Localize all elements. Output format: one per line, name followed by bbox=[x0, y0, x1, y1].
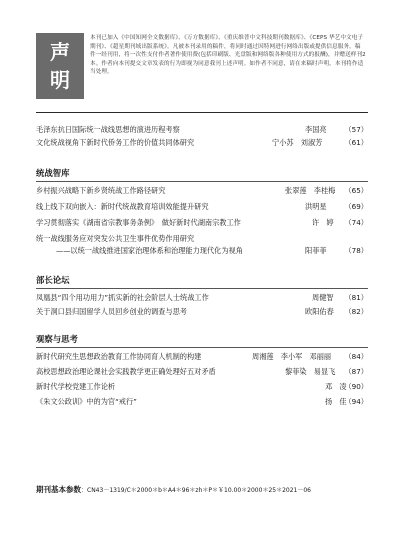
toc-row bbox=[36, 185, 368, 196]
article-title: 毛泽东抗日国际统一战线思想的演进历程考察 bbox=[36, 125, 180, 134]
article-title: 学习贯彻落实《湖南省宗教事务条例》 做好新时代湖南宗教工作 bbox=[36, 218, 241, 227]
article-page: （81） bbox=[344, 293, 368, 302]
article-title: 统一战线服务应对突发公共卫生事件优势作用研究 bbox=[36, 234, 195, 243]
toc-row bbox=[36, 292, 368, 303]
article-page: （69） bbox=[344, 202, 368, 211]
article-page: （61） bbox=[344, 138, 368, 147]
article-author: 周健智 bbox=[312, 293, 334, 302]
divider bbox=[36, 112, 368, 113]
article-page: （82） bbox=[344, 307, 368, 316]
article-title: 新时代研究生思想政治教育工作协同育人机制的构建 bbox=[36, 352, 202, 361]
notice-title-box bbox=[36, 33, 84, 99]
article-author: 张翠莲 李桂梅 bbox=[285, 186, 336, 195]
journal-parameters-label: 期刊基本参数 bbox=[36, 485, 81, 494]
article-title: 关于洞口县归国留学人员回乡创业的调查与思考 bbox=[36, 307, 187, 316]
toc-row bbox=[36, 201, 368, 212]
section-heading: 部长论坛 bbox=[36, 275, 70, 285]
article-title: 文化统战视角下新时代侨务工作的价值共同体研究 bbox=[36, 138, 195, 147]
article-page: （57） bbox=[344, 125, 368, 134]
toc-row bbox=[36, 233, 368, 244]
toc-row bbox=[36, 381, 368, 392]
toc-row bbox=[36, 396, 368, 407]
section-heading: 统战智库 bbox=[36, 168, 70, 178]
article-page: （84） bbox=[344, 352, 368, 361]
article-title: 高校思想政治理论课社会实践教学更正确处理好五对矛盾 bbox=[36, 367, 216, 376]
article-title: 新时代学校党建工作论析 bbox=[36, 382, 116, 391]
article-subtitle: ——以统一战线推进国家治理体系和治理能力现代化为视角 bbox=[56, 246, 243, 255]
toc-row bbox=[36, 245, 368, 256]
toc-row bbox=[36, 351, 368, 362]
article-page: （87） bbox=[344, 367, 368, 376]
notice-title-char: 明 bbox=[50, 68, 70, 92]
journal-parameters bbox=[36, 485, 311, 496]
article-page: （78） bbox=[344, 246, 368, 255]
article-author: 许 婷 bbox=[312, 218, 334, 227]
article-author: 周湘莲 李小军 邓丽丽 bbox=[252, 352, 332, 361]
article-page: （94） bbox=[344, 397, 368, 406]
divider bbox=[36, 181, 368, 182]
article-page: （90） bbox=[344, 382, 368, 391]
divider bbox=[36, 347, 368, 348]
article-author: 李国亮 bbox=[305, 125, 327, 134]
article-author: 宁小苏 刘淑芳 bbox=[272, 138, 323, 147]
article-author: 阳菲菲 bbox=[305, 246, 327, 255]
toc-row bbox=[36, 306, 368, 317]
article-title: 《朱文公政训》中的为官“戒行” bbox=[36, 397, 137, 406]
section-heading: 观察与思考 bbox=[36, 334, 78, 344]
article-title: 凤凰县“四个用功用力”抓实新的社会阶层人士统战工作 bbox=[36, 293, 209, 302]
toc-row bbox=[36, 366, 368, 377]
journal-parameters-value: ：CN43－1319/C＊2000＊b＊A4＊96＊zh＊P＊￥10.00＊2000＊25＊2021－06 bbox=[81, 487, 311, 494]
article-page: （65） bbox=[344, 186, 368, 195]
toc-row bbox=[36, 217, 368, 228]
toc-row bbox=[36, 137, 368, 148]
toc-row bbox=[36, 124, 368, 135]
article-title: 线上线下双向嵌入：新时代统战教育培训效能提升研究 bbox=[36, 202, 209, 211]
notice-title-char: 声 bbox=[50, 40, 70, 64]
divider bbox=[36, 288, 368, 289]
article-title: 乡村振兴战略下新乡贤统战工作路径研究 bbox=[36, 186, 166, 195]
article-author: 黎菲染 易显飞 bbox=[285, 367, 336, 376]
article-author: 邓 凌 bbox=[325, 382, 347, 391]
article-author: 洪明星 bbox=[305, 202, 327, 211]
article-author: 欧阳佑春 bbox=[305, 307, 334, 316]
notice-text: 本刊已加入《中国知网全文数据库》、《万方数据库》、《重庆维普中文科技期刊数据库》、《CEPS 华艺中文电子期刊》、《超星期刊域出版系统》。凡被本刊录用的稿件，将同时通过因特网进行网络出版或提供信息服务。稿件一经刊用，将一次性支付作者著作使用费(包括印刷版、光盘版和网络版各种使用方式的报酬)，并赠送样刊2本。作者向本刊提交文章发表的行为即视为同意我刊上述声明。如作者不同意，请在来稿时声明，本刊将作适当处理。 bbox=[90, 35, 366, 76]
article-author: 扬 佳 bbox=[325, 397, 347, 406]
article-page: （74） bbox=[344, 218, 368, 227]
